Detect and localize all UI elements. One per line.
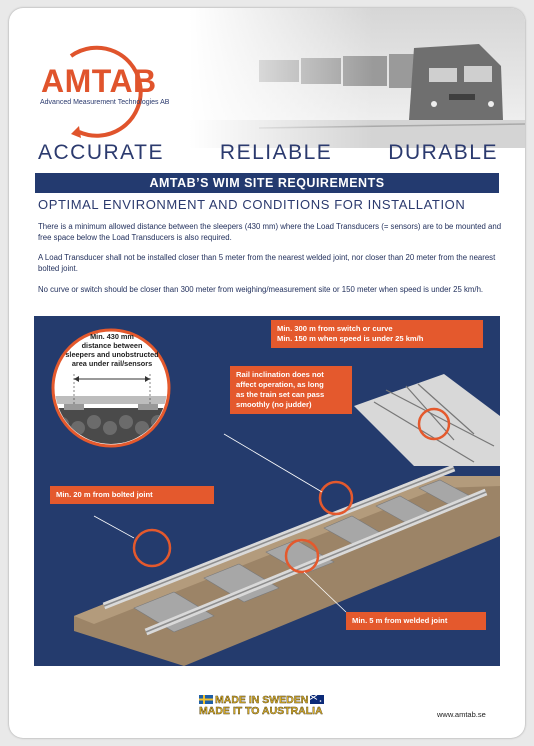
inclination-callout-line-2: affect operation, as long	[236, 380, 324, 389]
welded-joint-callout: Min. 5 m from welded joint	[346, 612, 486, 630]
made-it-to-australia-label: MADE IT TO AUSTRALIA	[199, 705, 323, 717]
made-in-sweden-label: MADE IN SWEDEN	[215, 694, 309, 706]
logo-tagline: Advanced Measurement Technologies AB	[40, 99, 170, 106]
pillar-durable: DURABLE	[388, 141, 498, 164]
paragraph-joint-distance: A Load Transducer shall not be installed closer than 5 meter from the nearest welded joint, nor closer than 20 meter from the nearest bolted joint.	[38, 253, 496, 273]
inclination-callout	[230, 366, 352, 414]
sleeper-callout-line-3: sleepers and unobstructed	[65, 350, 159, 359]
website-link[interactable]: www.amtab.se	[437, 710, 486, 719]
hero-header	[9, 8, 525, 148]
inclination-callout-line-4: smoothly (no judder)	[236, 400, 312, 409]
logo-wordmark: AMTAB	[41, 63, 157, 99]
paragraph-curve-distance: No curve or switch should be closer than 300 meter from weighing/measurement site or 150 meter when speed is under 25 km/h.	[38, 285, 484, 294]
switch-callout-line-1: Min. 300 m from switch or curve	[277, 324, 393, 333]
switch-callout-line-2: Min. 150 m when speed is under 25 km/h	[277, 334, 424, 343]
inclination-callout-line-3: as the train set can pass	[236, 390, 325, 399]
sleeper-callout-line-1: Min. 430 mm	[90, 332, 134, 341]
sleeper-callout-line-2: distance between	[81, 341, 143, 350]
sensor-marker	[320, 482, 352, 514]
origin-badge	[199, 695, 324, 717]
poster-sheet	[9, 8, 525, 738]
sleeper-callout-line-4: area under rail/sensors	[71, 359, 153, 368]
pillar-reliable: RELIABLE	[219, 141, 333, 164]
bolted-joint-callout: Min. 20 m from bolted joint	[50, 486, 214, 504]
section-subtitle: OPTIMAL ENVIRONMENT AND CONDITIONS FOR INSTALLATION	[38, 197, 466, 212]
sleeper-callout	[65, 332, 159, 368]
inclination-callout-line-1: Rail inclination does not	[236, 370, 324, 379]
requirements-banner: AMTAB’S WIM SITE REQUIREMENTS	[35, 173, 499, 193]
sweden-flag-icon	[199, 695, 213, 704]
australia-flag-icon	[310, 695, 324, 704]
value-pillars	[38, 141, 498, 165]
switch-distance-callout	[271, 320, 483, 348]
track-diagram	[34, 316, 500, 666]
paragraph-sleeper-distance: There is a minimum allowed distance between the sleepers (430 mm) where the Load Transducers (= sensors) are to be mounted and free space below the Load Transducers is also required.	[38, 222, 502, 242]
pillar-accurate: ACCURATE	[38, 141, 164, 164]
bolted-joint-marker	[134, 530, 170, 566]
